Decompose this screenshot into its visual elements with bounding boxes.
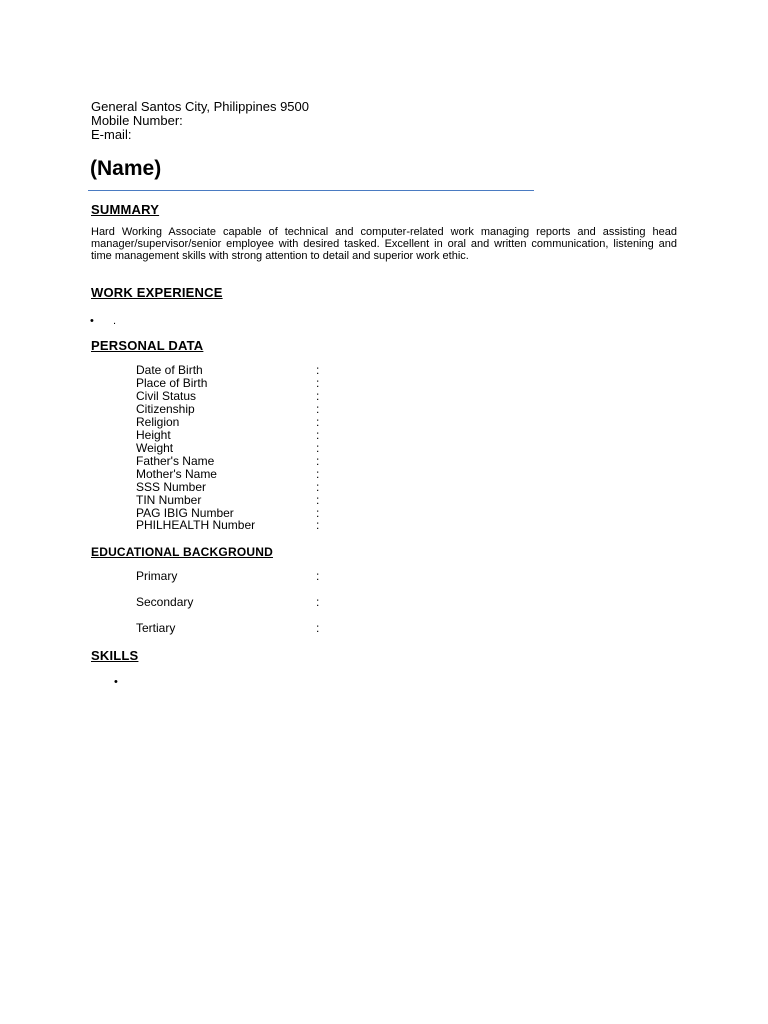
personal-data-label: SSS Number	[136, 480, 207, 494]
work-experience-heading: WORK EXPERIENCE	[91, 285, 223, 300]
address: General Santos City, Philippines 9500	[91, 99, 309, 114]
header-divider	[88, 190, 534, 191]
personal-data-label: Father's Name	[136, 454, 215, 468]
field-separator: :	[316, 493, 320, 507]
education-level-label: Primary	[136, 569, 178, 583]
field-separator: :	[316, 428, 320, 442]
personal-data-label: TIN Number	[136, 493, 202, 507]
field-separator: :	[316, 621, 320, 635]
field-separator: :	[316, 389, 320, 403]
field-separator: :	[316, 595, 320, 609]
contact-block	[91, 100, 309, 142]
field-separator: :	[316, 376, 320, 390]
field-separator: :	[316, 454, 320, 468]
field-separator: :	[316, 441, 320, 455]
educational-background-heading: EDUCATIONAL BACKGROUND	[91, 545, 273, 559]
work-experience-bullet: •	[90, 315, 94, 327]
mobile-number-label: Mobile Number:	[91, 113, 183, 128]
field-separator: :	[316, 506, 320, 520]
personal-data-row	[136, 519, 336, 532]
personal-data-heading: PERSONAL DATA	[91, 338, 204, 353]
personal-data-label: PAG IBIG Number	[136, 506, 234, 520]
personal-data-label: Date of Birth	[136, 363, 203, 377]
field-separator: :	[316, 480, 320, 494]
personal-data-label: PHILHEALTH Number	[136, 518, 256, 532]
personal-data-label: Civil Status	[136, 389, 197, 403]
education-level-label: Tertiary	[136, 621, 176, 635]
email-label: E-mail:	[91, 127, 132, 142]
field-separator: :	[316, 363, 320, 377]
education-row	[136, 622, 336, 635]
personal-data-label: Mother's Name	[136, 467, 217, 481]
field-separator: :	[316, 415, 320, 429]
personal-data-label: Religion	[136, 415, 180, 429]
summary-text: Hard Working Associate capable of technical and computer-related work managing reports and assisting head manager/supervisor/senior employee with desired tasked. Excellent in oral and written communication, listening and time management skills with strong attention to detail and superior work ethic.	[91, 226, 677, 262]
summary-heading: SUMMARY	[91, 202, 160, 217]
personal-data-label: Weight	[136, 441, 174, 455]
personal-data-label: Height	[136, 428, 171, 442]
work-experience-item: .	[113, 315, 117, 327]
skills-bullet: •	[114, 676, 118, 688]
field-separator: :	[316, 569, 320, 583]
field-separator: :	[316, 518, 320, 532]
field-separator: :	[316, 402, 320, 416]
field-separator: :	[316, 467, 320, 481]
education-row	[136, 570, 336, 583]
personal-data-label: Citizenship	[136, 402, 195, 416]
applicant-name: (Name)	[90, 157, 162, 180]
skills-heading: SKILLS	[91, 648, 139, 663]
education-level-label: Secondary	[136, 595, 194, 609]
education-row	[136, 596, 336, 609]
personal-data-label: Place of Birth	[136, 376, 208, 390]
